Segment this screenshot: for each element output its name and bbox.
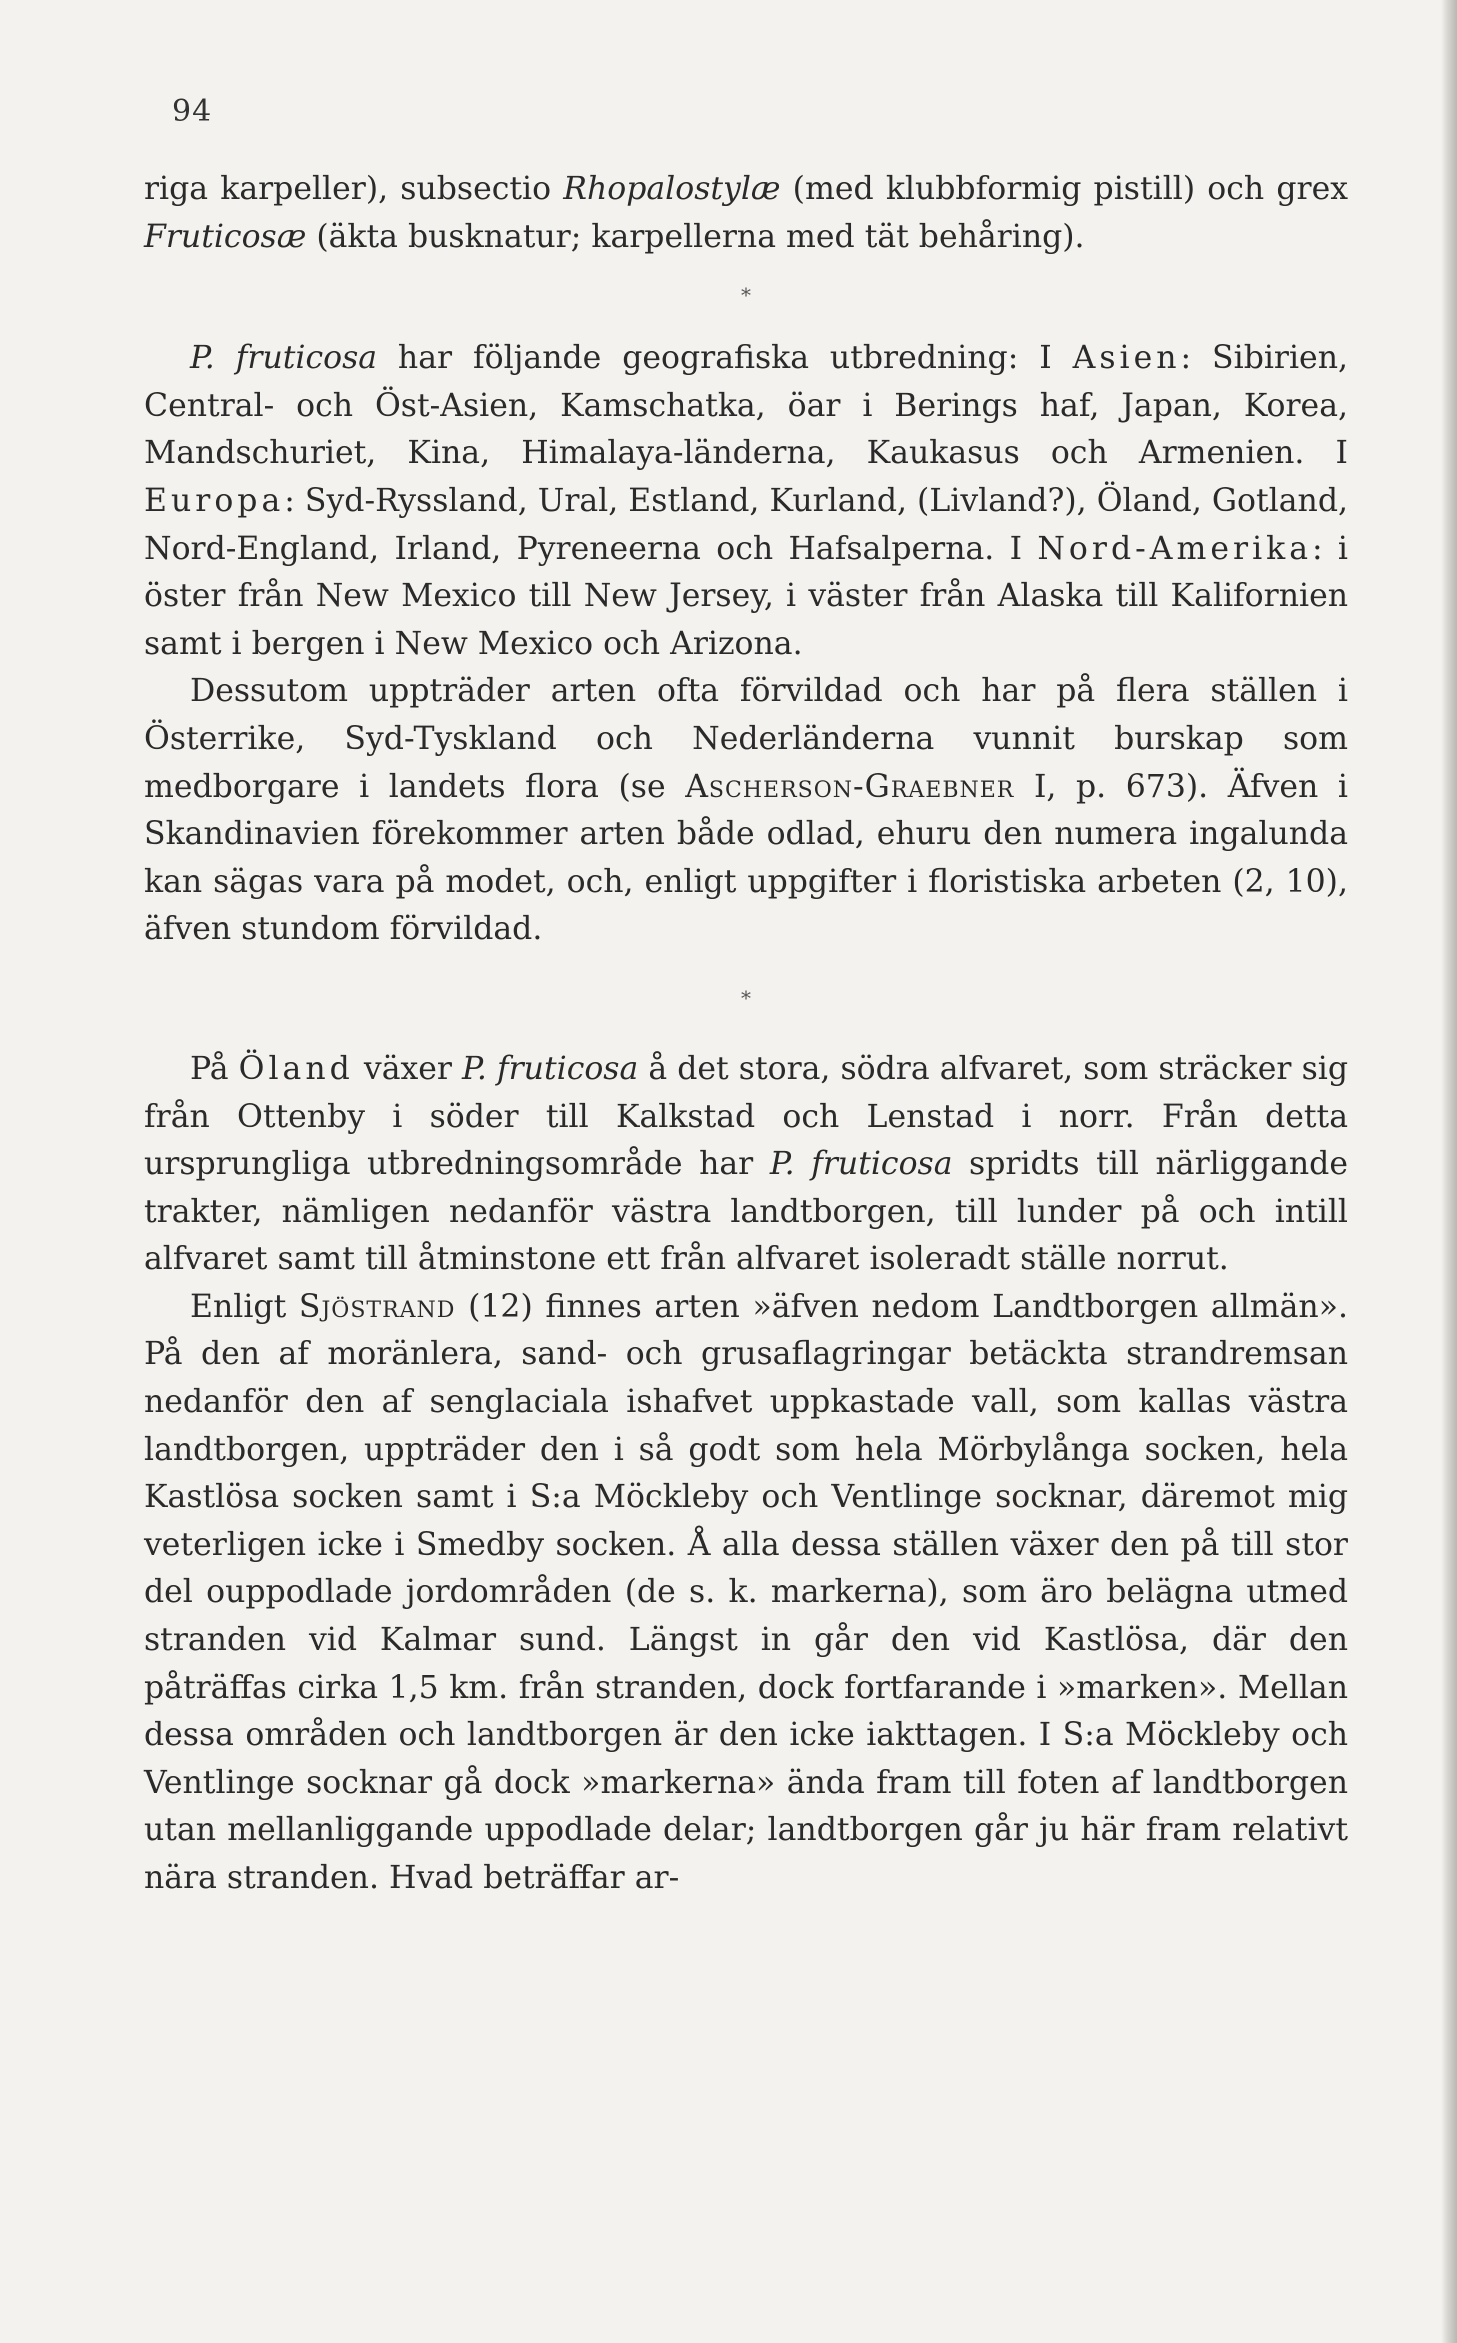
text-run: Dessutom uppträder arten ofta förvildad och har på flera ställen i Österrike, Syd-Tyskland och Nederländerna vunnit burskap som medborgare i landets flora (se bbox=[144, 673, 1348, 805]
section-separator: * bbox=[741, 985, 751, 1010]
text-run: : i öster från New Mexico till New Jersey, i väster från Alaska till Kalifornien samt i bergen i New Mexico och Arizona. bbox=[144, 530, 1348, 662]
spaced-term: Asien bbox=[1072, 340, 1181, 377]
text-run: växer bbox=[353, 1050, 463, 1087]
italic-term: Rhopalostylæ bbox=[563, 171, 781, 207]
page-number: 94 bbox=[172, 94, 213, 129]
text-run: har följande geografiska utbredning: I bbox=[377, 340, 1073, 377]
paragraph bbox=[144, 335, 1348, 668]
text-run: (12) finnes arten »äfven nedom Landtborgen allmän». På den af moränlera, sand- och grusaflagringar betäckta strandremsan nedanför den af senglaciala ishafvet uppkastade vall, som kallas västra landtborgen, uppträder den i så godt som hela Mörbylånga socken, hela Kastlösa socken samt i S:a Möckleby och Ventlinge socknar, däremot mig veterligen icke i Smedby socken. Å alla dessa ställen växer den på till stor del ouppodlade jordområden (de s. k. markerna), som äro belägna utmed stranden vid Kalmar sund. Längst in går den vid Kastlösa, där den påträffas cirka 1,5 km. från stranden, dock fortfarande i »marken». Mellan dessa områden och landtborgen är den icke iakttagen. I S:a Möckleby och Ventlinge socknar gå dock »markerna» ända fram till foten af landtborgen utan mellanliggande uppodlade delar; landtborgen går ju här fram relativt nära stranden. Hvad beträffar ar- bbox=[144, 1288, 1348, 1896]
italic-term: P. fruticosa bbox=[769, 1146, 953, 1183]
author-name: Ascherson-Graebner bbox=[685, 768, 1015, 805]
body-text bbox=[144, 166, 1348, 1903]
text-run: spridts till närliggande trakter, nämligen nedanför västra landtborgen, till lunder på och intill alfvaret samt till åtminstone ett från alfvaret isoleradt ställe norrut. bbox=[144, 1146, 1348, 1278]
page-edge-shadow bbox=[1441, 0, 1457, 2343]
spaced-term: Öland bbox=[238, 1050, 354, 1087]
text-run: : Syd-Ryssland, Ural, Estland, Kurland, (Livland?), Öland, Gotland, Nord-England, Irland, Pyreneerna och Hafsalperna. I bbox=[144, 482, 1348, 567]
text-run: riga karpeller), subsectio bbox=[144, 171, 564, 207]
text-run: Enligt bbox=[190, 1288, 299, 1325]
author-name: Sjöstrand bbox=[298, 1288, 456, 1325]
italic-term: Fruticosæ bbox=[144, 218, 307, 255]
text-run: På bbox=[190, 1050, 239, 1087]
spaced-term: Nord-Amerika bbox=[1037, 530, 1313, 567]
italic-term: P. fruticosa bbox=[190, 340, 378, 377]
paragraph bbox=[144, 668, 1348, 954]
section-separator: * bbox=[741, 283, 751, 308]
spaced-term: Europa bbox=[144, 482, 285, 519]
text-run: å det stora, södra alfvaret, som sträcker sig från Ottenby i söder till Kalkstad och Lenstad i norr. Från detta ursprungliga utbredningsområde har bbox=[144, 1050, 1348, 1183]
italic-term: P. fruticosa bbox=[462, 1050, 639, 1087]
text-run: (med klubbformig pistill) och grex bbox=[780, 171, 1349, 207]
paragraph bbox=[144, 166, 1348, 261]
paragraph bbox=[144, 1284, 1348, 1903]
text-run: I, p. 673). Äfven i Skandinavien förekommer arten både odlad, ehuru den numera ingalunda kan sägas vara på modet, och, enligt uppgifter i floristiska arbeten (2, 10), äfven stundom förvildad. bbox=[144, 768, 1349, 948]
text-run: : Sibirien, Central- och Öst-Asien, Kamschatka, öar i Berings haf, Japan, Korea, Mandschuriet, Kina, Himalaya-länderna, Kaukasus och Armenien. I bbox=[144, 340, 1349, 472]
paragraph bbox=[144, 1046, 1348, 1284]
text-run: (äkta busknatur; karpellerna med tät behåring). bbox=[306, 218, 1085, 255]
